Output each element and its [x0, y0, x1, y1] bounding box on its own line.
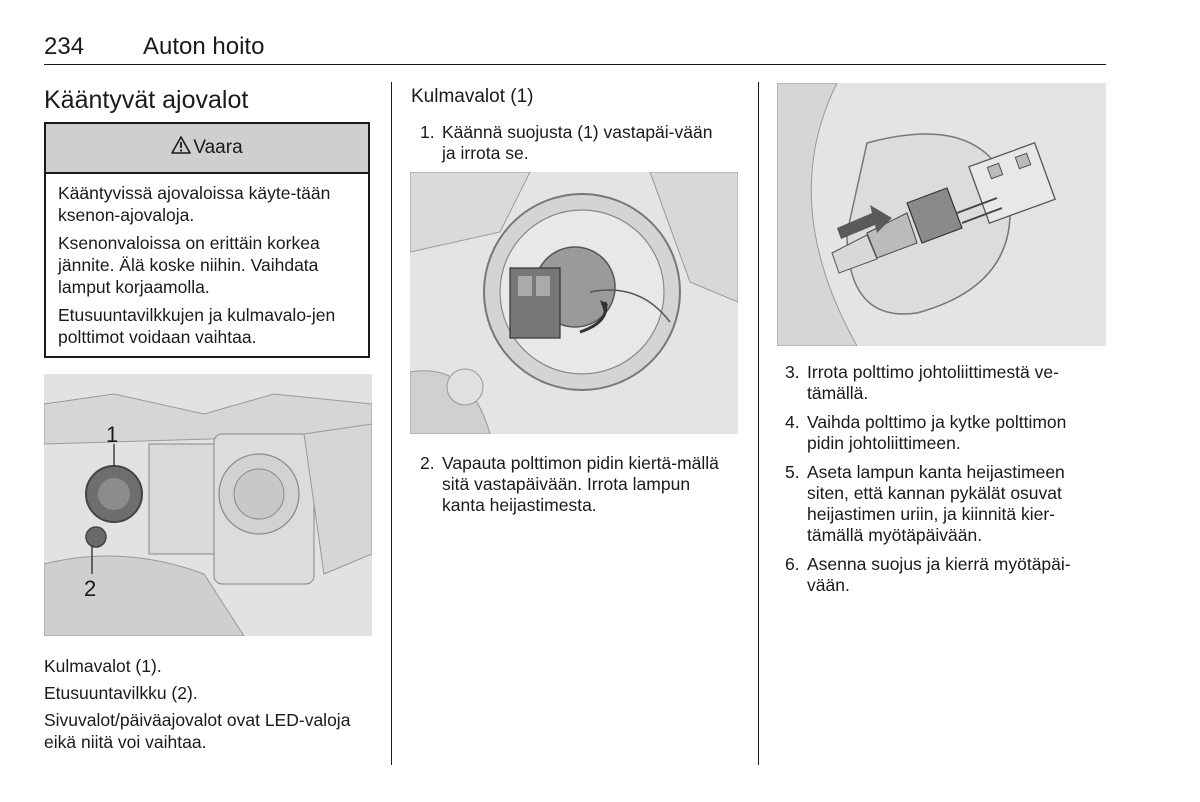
steps-list-1	[420, 122, 720, 172]
warning-paragraph-3: Etusuuntavilkkujen ja kulmavalo-jen polttimot voidaan vaihtaa.	[58, 305, 336, 347]
step-2-text: Vapauta polttimon pidin kiertä-mällä sitä vastapäivään. Irrota lampun kanta heijastimesta.	[442, 453, 719, 515]
step-3	[785, 362, 1107, 404]
step-2	[420, 453, 724, 516]
step-3-text: Irrota polttimo johtoliittimestä ve-tämällä.	[807, 362, 1059, 403]
steps-list-3	[785, 362, 1107, 604]
lamp-cover-illustration	[410, 172, 738, 434]
step-6-text: Asenna suojus ja kierrä myötäpäi-vään.	[807, 554, 1071, 595]
warning-paragraph-1: Kääntyvissä ajovaloissa käyte-tään ksenon-ajovaloja.	[58, 183, 331, 225]
caption-sivuvalot: Sivuvalot/päiväajovalot ovat LED-valoja eikä niitä voi vaihtaa.	[44, 710, 351, 752]
figure1-label-2: 2	[84, 576, 97, 601]
caption-block	[44, 655, 374, 753]
step-6-number: 6.	[785, 554, 800, 574]
header-rule	[44, 64, 1106, 65]
step-2-number: 2.	[420, 453, 435, 473]
bulb-removal-illustration	[777, 83, 1106, 346]
chapter-title: Auton hoito	[143, 33, 265, 60]
warning-header	[46, 124, 368, 174]
caption-etusuuntavilkku: Etusuuntavilkku (2)	[44, 683, 193, 703]
warning-box	[44, 122, 370, 358]
step-3-number: 3.	[785, 362, 800, 382]
column-divider-right	[758, 82, 759, 765]
caption-kulmavalot: Kulmavalot (1)	[44, 656, 157, 676]
step-4-text: Vaihda polttimo ja kytke polttimon pidin johtoliittimeen.	[807, 412, 1067, 453]
warning-triangle-icon	[171, 136, 191, 160]
step-1-text: Käännä suojusta (1) vastapäi-vään ja irrota se.	[442, 122, 713, 163]
step-4	[785, 412, 1107, 454]
caption-etusuuntavilkku-end: .	[192, 683, 198, 703]
subtitle-kulmavalot: Kulmavalot (1)	[411, 86, 534, 107]
step-6	[785, 554, 1107, 596]
step-5-text: Aseta lampun kanta heijastimeen siten, että kannan pykälät osuvat heijastimen uriin, ja kiinnitä kier-tämällä myötäpäivään.	[807, 462, 1065, 545]
warning-title: Vaara	[193, 137, 243, 158]
step-5-number: 5.	[785, 462, 800, 482]
page-number: 234	[44, 33, 85, 60]
warning-paragraph-2: Ksenonvaloissa on erittäin korkea jännite. Älä koske niihin. Vaihdata lamput korjaamolla.	[58, 233, 320, 297]
section-title: Kääntyvät ajovalot	[44, 86, 249, 114]
caption-kulmavalot-end: .	[156, 656, 162, 676]
step-1-number: 1.	[420, 122, 435, 142]
step-4-number: 4.	[785, 412, 800, 432]
steps-list-2	[420, 453, 724, 524]
figure1-label-1: 1	[106, 422, 119, 447]
step-1	[420, 122, 720, 164]
headlight-overview-illustration	[44, 374, 372, 636]
column-divider-left	[391, 82, 392, 765]
step-5	[785, 462, 1107, 546]
